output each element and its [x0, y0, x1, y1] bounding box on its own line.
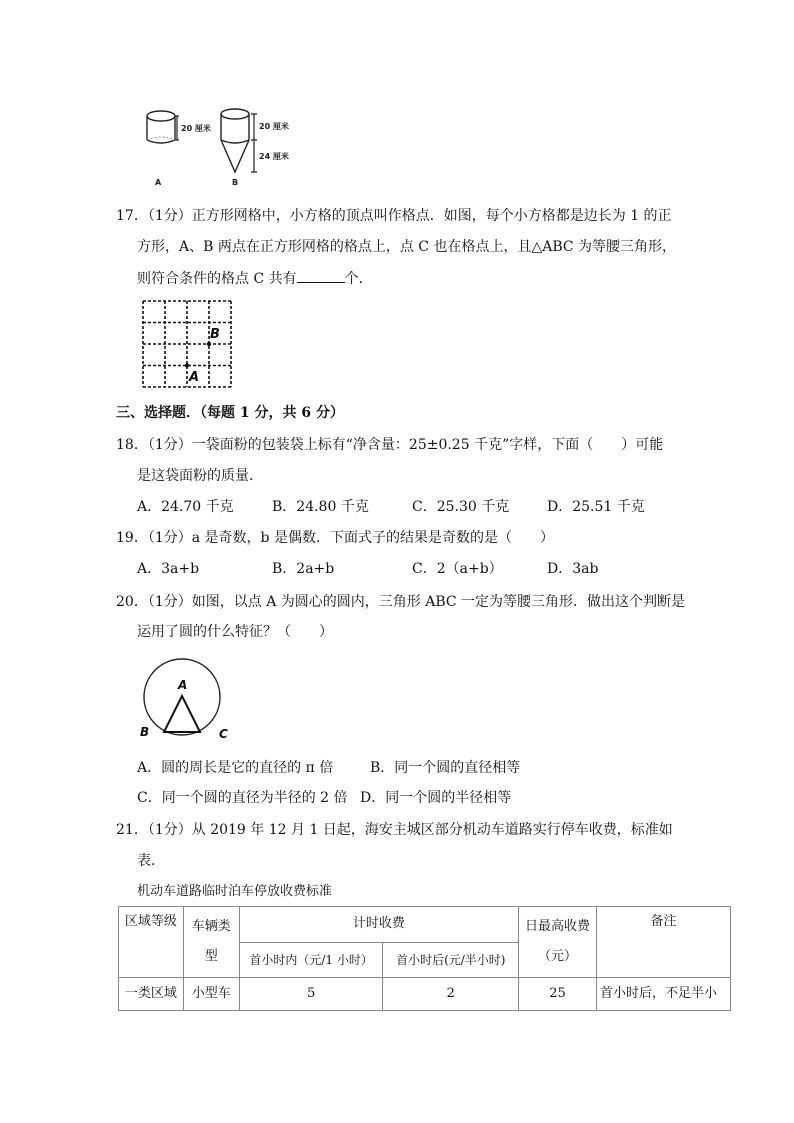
q19-option-d[interactable]: D．3ab [547, 561, 599, 577]
q17-text3: 则符合条件的格点 C 共有 [137, 271, 297, 287]
dim-b-cylinder: 20 厘米 [259, 122, 289, 131]
label-a: A [155, 178, 162, 187]
header-daily-max-line1: 日最高收费 [525, 919, 591, 934]
solid-b [221, 109, 257, 172]
q17-line3 [137, 268, 373, 289]
cell-first-hour: 5 [239, 978, 383, 1011]
q17-answer-blank[interactable] [297, 268, 345, 283]
header-daily-max [519, 907, 597, 978]
grid-label-a: A [189, 370, 200, 385]
parking-fee-table [118, 906, 731, 1011]
q20-option-c[interactable]: C．同一个圆的直径为半径的 2 倍 [137, 790, 348, 806]
circle-label-b: B [140, 725, 150, 739]
q21-table-title: 机动车道路临时泊车停放收费标准 [137, 884, 333, 899]
q18-line1 [116, 435, 663, 455]
header-timed: 计时收费 [239, 907, 518, 943]
header-note: 备注 [597, 907, 731, 978]
q18-option-a[interactable]: A．24.70 千克 [137, 499, 234, 515]
q17-line2: 方形，A、B 两点在正方形网格的格点上，点 C 也在格点上，且△ABC 为等腰三角形， [137, 239, 677, 255]
q21-score: （1分） [147, 822, 192, 838]
q20-circle-figure [134, 652, 244, 744]
circle-label-a: A [178, 678, 188, 692]
q17-text3-end: 个． [344, 271, 373, 287]
q21-line1 [116, 820, 673, 840]
q19-text1: a 是奇数，b 是偶数．下面式子的结果是奇数的是（ ） [191, 530, 554, 546]
q19-option-c[interactable]: C．2（a+b） [412, 561, 503, 577]
grid-label-b: B [210, 327, 220, 342]
dim-b-cone: 24 厘米 [259, 152, 289, 161]
q20-option-a[interactable]: A．圆的周长是它的直径的 π 倍 [137, 760, 334, 776]
q18-option-c[interactable]: C．25.30 千克 [412, 499, 510, 515]
q18-option-b[interactable]: B．24.80 千克 [272, 499, 369, 515]
q19-score: （1分） [147, 530, 192, 546]
header-zone: 区域等级 [119, 907, 184, 978]
table-row [119, 978, 731, 1011]
q21-number: 21． [116, 822, 148, 838]
dim-a: 20 厘米 [181, 124, 211, 133]
q20-score: （1分） [147, 594, 192, 610]
circle-label-c: C [219, 727, 228, 741]
q17-number: 17． [116, 208, 148, 224]
q19-option-b[interactable]: B．2a+b [272, 561, 335, 577]
q19-number: 19． [116, 530, 148, 546]
cell-zone: 一类区域 [119, 978, 184, 1011]
q17-line1 [116, 206, 672, 226]
q20-option-b[interactable]: B．同一个圆的直径相等 [370, 760, 521, 776]
cylinder-a [147, 111, 179, 143]
q19-line1 [116, 528, 554, 548]
q21-text1: 从 2019 年 12 月 1 日起，海安主城区部分机动车道路实行停车收费，标准如 [191, 822, 673, 838]
grid-point-a [185, 363, 189, 367]
header-vehicle-line2: 型 [204, 949, 218, 964]
q18-number: 18． [116, 437, 148, 453]
triangle-abc [164, 696, 200, 732]
table-header-row [119, 907, 731, 943]
q18-option-d[interactable]: D．25.51 千克 [547, 499, 645, 515]
cell-vehicle: 小型车 [183, 978, 239, 1011]
q18-score: （1分） [147, 437, 192, 453]
q20-option-d[interactable]: D．同一个圆的半径相等 [360, 790, 512, 806]
q17-grid-figure [140, 298, 236, 390]
q21-line2: 表． [137, 853, 165, 869]
q20-line2: 运用了圆的什么特征？（ ） [137, 624, 333, 640]
q17-score: （1分） [147, 208, 192, 224]
grid-point-b [207, 342, 211, 346]
figure-cylinder-cone [135, 100, 315, 192]
cell-note: 首小时后，不足半小 [597, 978, 731, 1011]
q18-text1: 一袋面粉的包装袋上标有“净含量：25±0.25 千克”字样，下面（ ）可能 [191, 437, 664, 453]
cell-after-hour: 2 [383, 978, 519, 1011]
header-vehicle-line1: 车辆类 [191, 919, 231, 934]
q20-line1 [116, 592, 685, 612]
q18-line2: 是这袋面粉的质量． [137, 468, 263, 484]
section-3-title: 三、选择题．（每题 1 分，共 6 分） [116, 405, 344, 421]
header-daily-max-line2: （元） [538, 949, 578, 964]
q20-number: 20． [116, 594, 148, 610]
q17-text1: 正方形网格中，小方格的顶点叫作格点．如图，每个小方格都是边长为 1 的正 [191, 208, 672, 224]
q19-option-a[interactable]: A．3a+b [137, 561, 200, 577]
header-first-hour: 首小时内（元/1 小时） [239, 942, 383, 978]
header-after-hour: 首小时后(元/半小时) [383, 942, 519, 978]
q20-text1: 如图，以点 A 为圆心的圆内，三角形 ABC 一定为等腰三角形．做出这个判断是 [191, 594, 686, 610]
cell-daily-max: 25 [519, 978, 597, 1011]
label-b: B [232, 178, 239, 187]
header-vehicle [183, 907, 239, 978]
